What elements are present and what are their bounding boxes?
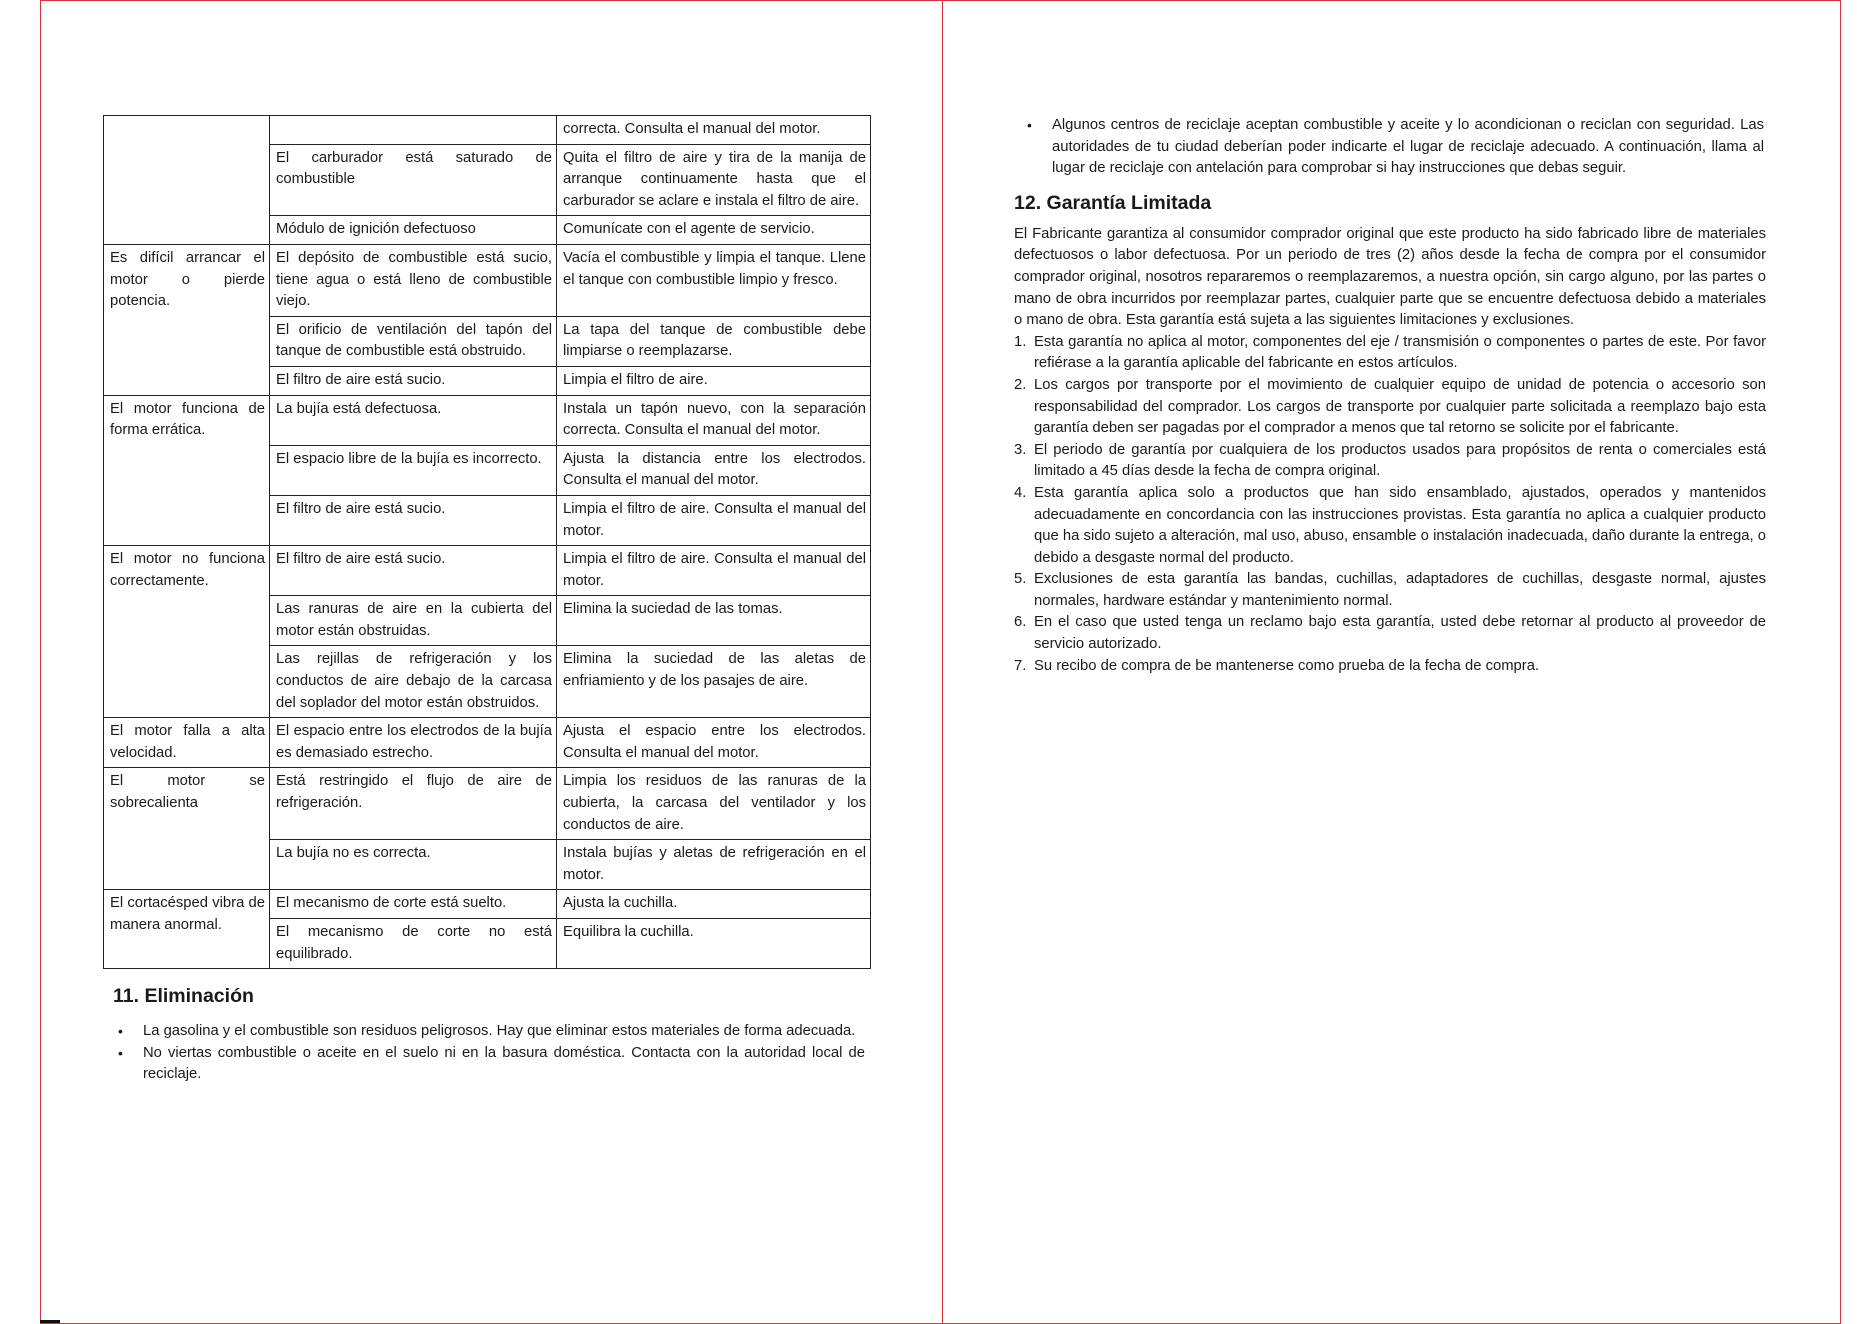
left-page-content (103, 115, 873, 1086)
right-page-content (1014, 115, 1766, 677)
cause-cell: La bujía no es correcta. (270, 840, 557, 890)
problem-cell: Es difícil arrancar el motor o pierde potencia. (104, 244, 270, 395)
item-text: Exclusiones de esta garantía las bandas, cuchillas, adaptadores de cuchillas, desgaste normal, ajustes normales, hardware estándar y mantenimiento normal. (1034, 571, 1766, 609)
cause-cell: El filtro de aire está sucio. (270, 495, 557, 545)
item-number: 4. (1014, 484, 1027, 501)
cause-cell: El espacio entre los electrodos de la bujía es demasiado estrecho. (270, 718, 557, 768)
cause-cell: Módulo de ignición defectuoso (270, 216, 557, 245)
list-item (1014, 656, 1766, 678)
cause-cell: El carburador está saturado de combustible (270, 144, 557, 216)
table-row (104, 890, 871, 919)
table-row (104, 546, 871, 596)
cause-cell (270, 116, 557, 145)
table-row (104, 768, 871, 840)
item-number: 2. (1014, 376, 1027, 393)
table-row (104, 116, 871, 145)
item-number: 7. (1014, 657, 1027, 674)
list-item (1014, 332, 1766, 375)
solution-cell: Comunícate con el agente de servicio. (557, 216, 871, 245)
elimination-list (103, 1021, 865, 1086)
item-text: El periodo de garantía por cualquiera de los productos usados para propósitos de renta o comerciales está limitado a 45 días desde la fecha de compra original. (1034, 441, 1766, 480)
problem-cell: El motor no funciona correctamente. (104, 546, 270, 718)
cause-cell: El mecanismo de corte no está equilibrado. (270, 919, 557, 969)
cause-cell: Las rejillas de refrigeración y los conductos de aire debajo de la carcasa del soplador del motor están obstruidos. (270, 646, 557, 718)
list-item (1014, 483, 1766, 569)
solution-cell: Quita el filtro de aire y tira de la manija de arranque continuamente hasta que el carburador se aclare e instala el filtro de aire. (557, 144, 871, 216)
item-number: 1. (1014, 333, 1027, 350)
cause-cell: Las ranuras de aire en la cubierta del motor están obstruidas. (270, 596, 557, 646)
cause-cell: El orificio de ventilación del tapón del tanque de combustible está obstruido. (270, 316, 557, 366)
solution-cell: Instala bujías y aletas de refrigeración en el motor. (557, 840, 871, 890)
solution-cell: correcta. Consulta el manual del motor. (557, 116, 871, 145)
section-heading-elimination: 11. Eliminación (113, 985, 254, 1008)
problem-cell: El motor funciona de forma errática. (104, 395, 270, 546)
list-item (1014, 375, 1766, 440)
cause-cell: El filtro de aire está sucio. (270, 546, 557, 596)
warranty-conditions-list (1014, 332, 1766, 678)
list-item: • La gasolina y el combustible son residuos peligrosos. Hay que eliminar estos materiales de forma adecuada. (103, 1021, 865, 1043)
item-number: 5. (1014, 571, 1027, 588)
recycling-list (1012, 115, 1764, 180)
item-text: Esta garantía no aplica al motor, componentes del eje / transmisión o componentes o partes de este. Por favor refiérase a la garantía aplicable del fabricante en estos artículos. (1034, 333, 1766, 372)
problem-cell: El motor se sobrecalienta (104, 768, 270, 890)
table-row (104, 718, 871, 768)
list-item (1014, 569, 1766, 612)
problem-cell (104, 116, 270, 245)
warranty-intro: El Fabricante garantiza al consumidor comprador original que este producto ha sido fabricado libre de materiales defectuosos o labor defectuosa. Por un periodo de tres (2) años desde la fecha de compra por el consumidor comprador original, nosotros repararemos o reemplazaremos, a nuestra opción, sin cargo alguno, por las partes o mano de obra incurridos por reemplazar partes, cualquier parte que se encuentre defectuosa debido a materiales o mano de obra. Esta garantía está sujeta a las siguientes limitaciones y exclusiones. (1014, 225, 1766, 329)
table-row (104, 395, 871, 445)
list-item: • Algunos centros de reciclaje aceptan combustible y aceite y lo acondicionan o reciclan con seguridad. Las autoridades de tu ciudad deberían poder indicarte el lugar de reciclaje adecuado. A continuación, llama al lugar de reciclaje con antelación para comprobar si hay instrucciones que debas seguir. (1012, 115, 1764, 180)
item-text: Su recibo de compra de be mantenerse como prueba de la fecha de compra. (1034, 657, 1540, 674)
solution-cell: Limpia los residuos de las ranuras de la cubierta, la carcasa del ventilador y los conductos de aire. (557, 768, 871, 840)
solution-cell: Limpia el filtro de aire. Consulta el manual del motor. (557, 546, 871, 596)
cause-cell: La bujía está defectuosa. (270, 395, 557, 445)
item-text: Los cargos por transporte por el movimiento de cualquier equipo de unidad de potencia o accesorio son responsabilidad del comprador. Los cargos de transporte por cualquier parte solicitada a reemplazo bajo esta garantía deben ser pagadas por el comprador a menos que tal retorno se solicite por el fabricante. (1034, 376, 1766, 437)
crop-mark (40, 1320, 60, 1323)
cause-cell: Está restringido el flujo de aire de refrigeración. (270, 768, 557, 840)
list-item: • No viertas combustible o aceite en el suelo ni en la basura doméstica. Contacta con la autoridad local de reciclaje. (103, 1043, 865, 1086)
solution-cell: Elimina la suciedad de las aletas de enfriamiento y de los pasajes de aire. (557, 646, 871, 718)
solution-cell: La tapa del tanque de combustible debe limpiarse o reemplazarse. (557, 316, 871, 366)
solution-cell: Ajusta la distancia entre los electrodos. Consulta el manual del motor. (557, 445, 871, 495)
problem-cell: El cortacésped vibra de manera anormal. (104, 890, 270, 969)
solution-cell: Limpia el filtro de aire. (557, 366, 871, 395)
cause-cell: El depósito de combustible está sucio, tiene agua o está lleno de combustible viejo. (270, 244, 557, 316)
item-text: Esta garantía aplica solo a productos que han sido ensamblado, ajustados, operados y mantenidos adecuadamente en concordancia con las instrucciones provistas. Esta garantía no aplica a cualquier producto que ha sido sujeto a alteración, mal uso, abuso, ensamble o instalación inadecuada, daño durante la entrega, o debido a desgaste normal del producto. (1034, 484, 1766, 566)
solution-cell: Instala un tapón nuevo, con la separación correcta. Consulta el manual del motor. (557, 395, 871, 445)
solution-cell: Ajusta la cuchilla. (557, 890, 871, 919)
section-heading-warranty: 12. Garantía Limitada (1014, 191, 1212, 214)
item-number: 6. (1014, 614, 1027, 631)
table-row (104, 244, 871, 316)
item-number: 3. (1014, 441, 1027, 458)
solution-cell: Elimina la suciedad de las tomas. (557, 596, 871, 646)
problem-cell: El motor falla a alta velocidad. (104, 718, 270, 768)
solution-cell: Vacía el combustible y limpia el tanque. Llene el tanque con combustible limpio y fresco. (557, 244, 871, 316)
list-item (1014, 612, 1766, 655)
troubleshooting-table (103, 115, 871, 969)
cause-cell: El mecanismo de corte está suelto. (270, 890, 557, 919)
cause-cell: El filtro de aire está sucio. (270, 366, 557, 395)
cause-cell: El espacio libre de la bujía es incorrecto. (270, 445, 557, 495)
list-item (1014, 440, 1766, 483)
solution-cell: Equilibra la cuchilla. (557, 919, 871, 969)
item-text: En el caso que usted tenga un reclamo bajo esta garantía, usted debe retornar al producto al proveedor de servicio autorizado. (1034, 614, 1766, 653)
solution-cell: Ajusta el espacio entre los electrodos. Consulta el manual del motor. (557, 718, 871, 768)
solution-cell: Limpia el filtro de aire. Consulta el manual del motor. (557, 495, 871, 545)
